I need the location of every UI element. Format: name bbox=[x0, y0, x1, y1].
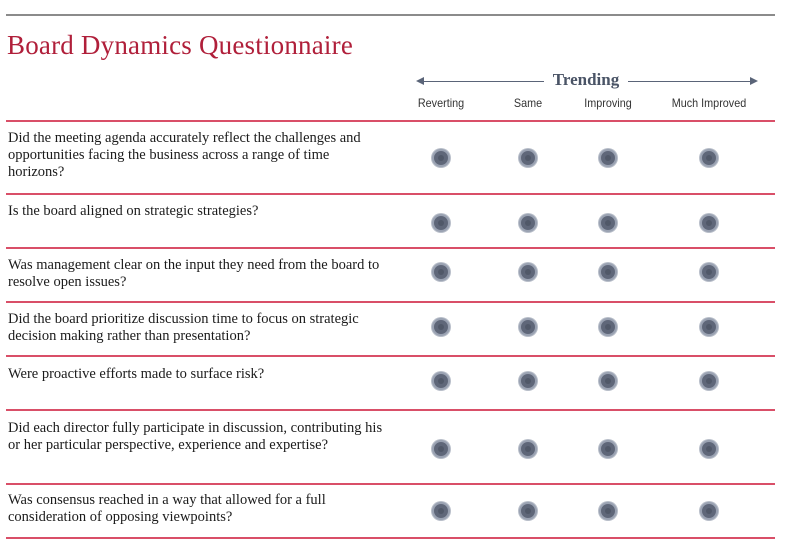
radio-q2-much-improved[interactable] bbox=[700, 214, 718, 232]
radio-q7-improving[interactable] bbox=[599, 502, 617, 520]
radio-q5-reverting[interactable] bbox=[432, 372, 450, 390]
radio-q3-same[interactable] bbox=[519, 263, 537, 281]
radio-q3-much-improved[interactable] bbox=[700, 263, 718, 281]
radio-q2-reverting[interactable] bbox=[432, 214, 450, 232]
row-divider bbox=[6, 193, 775, 195]
row-divider bbox=[6, 301, 775, 303]
radio-q5-much-improved[interactable] bbox=[700, 372, 718, 390]
radio-q3-reverting[interactable] bbox=[432, 263, 450, 281]
question-5: Were proactive efforts made to surface risk? bbox=[8, 366, 265, 382]
radio-q4-much-improved[interactable] bbox=[700, 318, 718, 336]
radio-q2-improving[interactable] bbox=[599, 214, 617, 232]
radio-q3-improving[interactable] bbox=[599, 263, 617, 281]
radio-q7-reverting[interactable] bbox=[432, 502, 450, 520]
row-divider bbox=[6, 537, 775, 539]
trend-line-left bbox=[422, 81, 544, 82]
column-header-improving: Improving bbox=[584, 96, 632, 110]
radio-q4-same[interactable] bbox=[519, 318, 537, 336]
radio-q6-same[interactable] bbox=[519, 440, 537, 458]
question-6: Did each director fully participate in discussion, contributing his or her particular perspective, experience and expertise? bbox=[8, 420, 383, 453]
radio-q1-improving[interactable] bbox=[599, 149, 617, 167]
top-rule bbox=[6, 14, 775, 16]
trend-line-right bbox=[628, 81, 754, 82]
radio-q4-reverting[interactable] bbox=[432, 318, 450, 336]
question-3: Was management clear on the input they need from the board to resolve open issues? bbox=[8, 257, 380, 290]
radio-q5-same[interactable] bbox=[519, 372, 537, 390]
question-2: Is the board aligned on strategic strategies? bbox=[8, 203, 259, 219]
row-divider bbox=[6, 247, 775, 249]
trending-header bbox=[416, 70, 758, 92]
column-header-much-improved: Much Improved bbox=[671, 96, 747, 110]
column-header-same: Same bbox=[513, 96, 543, 110]
radio-q6-reverting[interactable] bbox=[432, 440, 450, 458]
radio-q2-same[interactable] bbox=[519, 214, 537, 232]
radio-q6-improving[interactable] bbox=[599, 440, 617, 458]
radio-q1-same[interactable] bbox=[519, 149, 537, 167]
arrow-right-icon bbox=[750, 77, 758, 85]
radio-q1-much-improved[interactable] bbox=[700, 149, 718, 167]
radio-q7-much-improved[interactable] bbox=[700, 502, 718, 520]
column-header-reverting: Reverting bbox=[417, 96, 465, 110]
trending-label: Trending bbox=[552, 70, 620, 89]
question-4: Did the board prioritize discussion time to focus on strategic decision making rather than presentation? bbox=[8, 311, 359, 344]
row-divider bbox=[6, 355, 775, 357]
radio-q6-much-improved[interactable] bbox=[700, 440, 718, 458]
question-1: Did the meeting agenda accurately reflect the challenges and opportunities facing the business across a range of time horizons? bbox=[8, 130, 361, 180]
question-7: Was consensus reached in a way that allowed for a full consideration of opposing viewpoints? bbox=[8, 492, 326, 525]
row-divider bbox=[6, 120, 775, 122]
page-title: Board Dynamics Questionnaire bbox=[7, 30, 354, 60]
radio-q1-reverting[interactable] bbox=[432, 149, 450, 167]
radio-q7-same[interactable] bbox=[519, 502, 537, 520]
row-divider bbox=[6, 409, 775, 411]
radio-q4-improving[interactable] bbox=[599, 318, 617, 336]
row-divider bbox=[6, 483, 775, 485]
radio-q5-improving[interactable] bbox=[599, 372, 617, 390]
